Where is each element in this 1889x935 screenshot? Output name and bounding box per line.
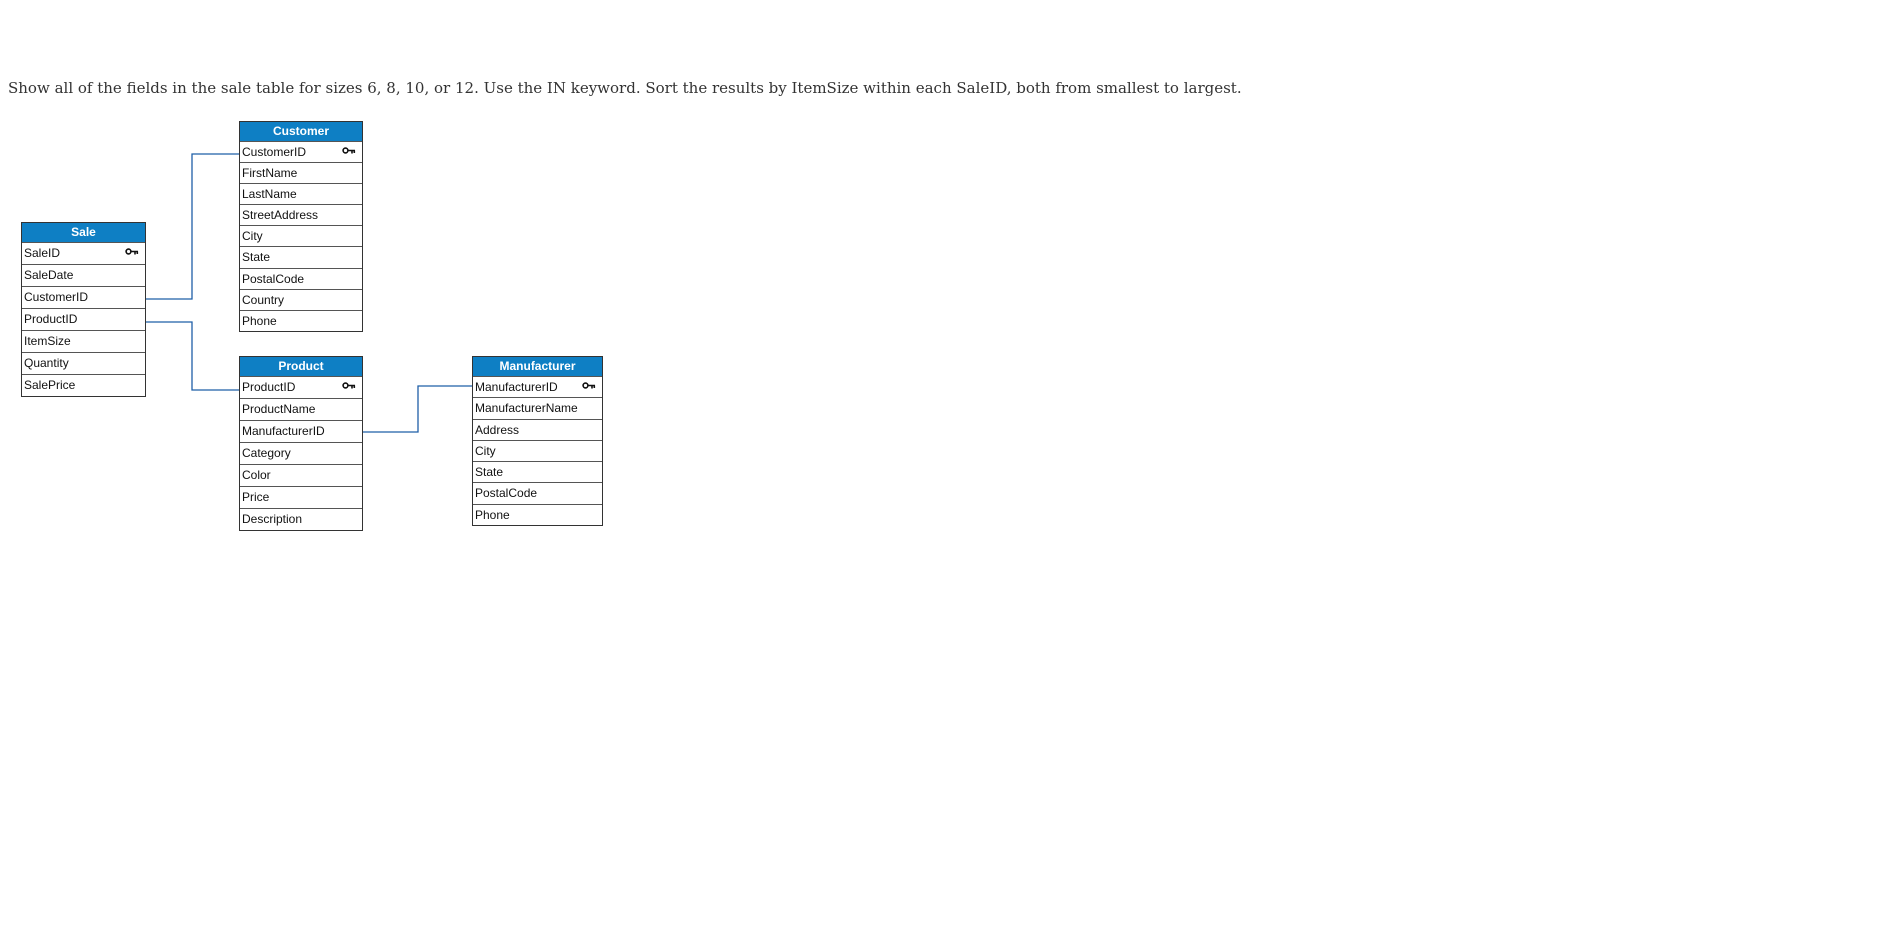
product-table-title: Product <box>240 357 362 376</box>
sale-field-name: SaleID <box>24 246 61 260</box>
customer-field-name: FirstName <box>242 166 298 181</box>
product-field-row <box>240 398 362 420</box>
customer-field-name: Country <box>242 292 285 307</box>
product-field-name: ManufacturerID <box>242 424 325 438</box>
sale-field-name: SalePrice <box>24 378 76 392</box>
sale-field-name: CustomerID <box>24 290 89 304</box>
manufacturer-field-row <box>473 419 602 440</box>
manufacturer-field-row <box>473 461 602 482</box>
customer-field-row <box>240 310 362 331</box>
customer-field-name: LastName <box>242 187 297 202</box>
sale-field-row <box>22 330 145 352</box>
manufacturer-field-name: Phone <box>475 507 510 522</box>
manufacturer-field-row <box>473 440 602 461</box>
customer-field-name: StreetAddress <box>242 208 319 223</box>
manufacturer-field-name: State <box>475 465 504 480</box>
customer-field-name: State <box>242 250 271 265</box>
product-field-row <box>240 376 362 398</box>
manufacturer-field-name: City <box>475 443 496 458</box>
customer-field-name: City <box>242 229 263 244</box>
customer-field-row <box>240 289 362 310</box>
customer-field-list <box>240 141 362 331</box>
sale-field-name: SaleDate <box>24 268 74 282</box>
sale-field-row <box>22 242 145 264</box>
manufacturer-field-name: Address <box>475 422 520 437</box>
manufacturer-field-row <box>473 482 602 503</box>
manufacturer-field-list <box>473 376 602 525</box>
key-icon <box>342 381 356 390</box>
customer-field-row <box>240 141 362 162</box>
key-icon <box>125 247 139 256</box>
sale-table-title: Sale <box>22 223 145 242</box>
product-field-name: Category <box>242 446 291 460</box>
customer-field-name: Phone <box>242 313 277 328</box>
key-icon <box>342 146 356 155</box>
customer-field-row <box>240 183 362 204</box>
sale-customer-connector <box>146 154 239 299</box>
product-manufacturer-connector <box>363 386 472 432</box>
customer-field-row <box>240 225 362 246</box>
sale-field-row <box>22 308 145 330</box>
manufacturer-field-name: PostalCode <box>475 486 538 501</box>
product-field-row <box>240 508 362 530</box>
sale-field-name: ItemSize <box>24 334 71 348</box>
sale-field-row <box>22 374 145 396</box>
customer-field-name: CustomerID <box>242 145 307 159</box>
customer-field-row <box>240 162 362 183</box>
manufacturer-table-title: Manufacturer <box>473 357 602 376</box>
manufacturer-field-row <box>473 504 602 525</box>
manufacturer-table <box>472 356 603 526</box>
key-icon <box>582 381 596 390</box>
customer-table-title: Customer <box>240 122 362 141</box>
product-field-name: ProductName <box>242 402 316 416</box>
sale-field-name: ProductID <box>24 312 78 326</box>
product-field-row <box>240 486 362 508</box>
sale-field-name: Quantity <box>24 356 69 370</box>
product-table <box>239 356 363 531</box>
customer-field-row <box>240 268 362 289</box>
customer-field-row <box>240 204 362 225</box>
product-field-list <box>240 376 362 530</box>
product-field-name: Color <box>242 468 271 482</box>
manufacturer-field-name: ManufacturerID <box>475 380 558 394</box>
question-prompt: Show all of the fields in the sale table for sizes 6, 8, 10, or 12. Use the IN keyword. Sort the results by ItemSize within each SaleID, both from smallest to largest. <box>8 79 1242 97</box>
sale-field-row <box>22 352 145 374</box>
manufacturer-field-row <box>473 376 602 397</box>
customer-field-name: PostalCode <box>242 271 305 286</box>
manufacturer-field-row <box>473 397 602 418</box>
product-field-row <box>240 420 362 442</box>
sale-field-row <box>22 264 145 286</box>
customer-table <box>239 121 363 332</box>
product-field-name: Price <box>242 490 270 504</box>
product-field-row <box>240 464 362 486</box>
product-field-name: Description <box>242 512 303 526</box>
customer-field-row <box>240 246 362 267</box>
sale-field-row <box>22 286 145 308</box>
sale-product-connector <box>146 322 239 390</box>
manufacturer-field-name: ManufacturerName <box>475 401 578 416</box>
product-field-name: ProductID <box>242 380 296 394</box>
product-field-row <box>240 442 362 464</box>
sale-table <box>21 222 146 397</box>
sale-field-list <box>22 242 145 396</box>
